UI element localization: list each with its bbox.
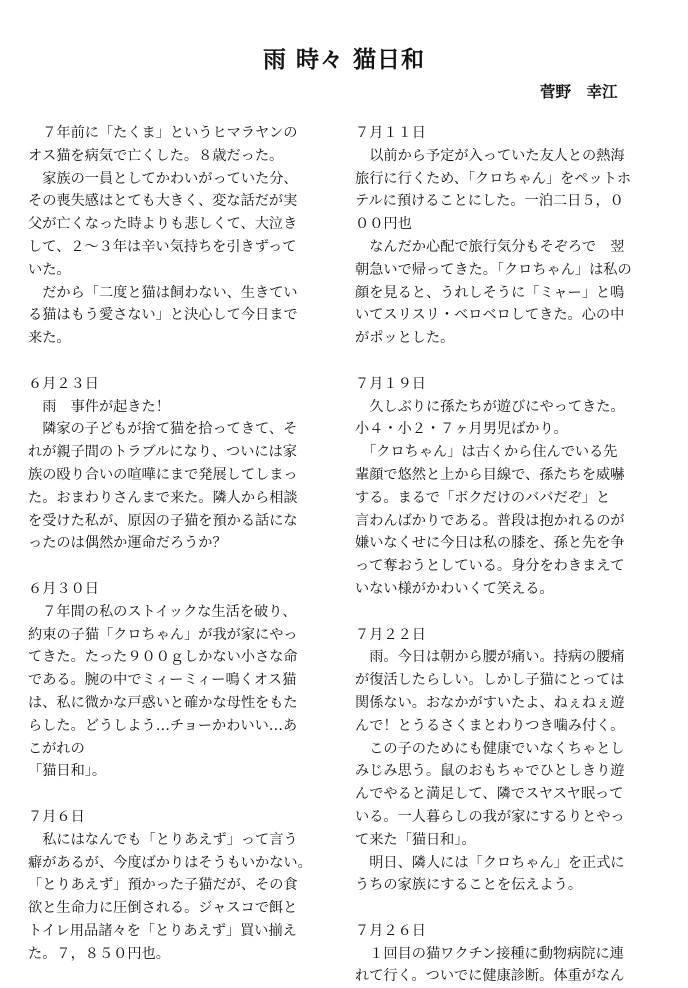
left-column-line: た。７，８５０円也。 bbox=[28, 945, 170, 962]
left-column bbox=[28, 122, 350, 965]
left-column-line bbox=[28, 350, 350, 373]
left-column-line: 家族の一員としてかわいがっていた分、 bbox=[28, 170, 298, 187]
left-column-line: る猫はもう愛さない」と決心して今日まで bbox=[28, 307, 298, 324]
left-column-line: オス猫を病気で亡くした。８歳だった。 bbox=[28, 147, 284, 164]
left-column-line: れが親子間のトラブルになり、ついには家 bbox=[28, 444, 297, 461]
right-column-line: ７月１１日 bbox=[355, 125, 426, 141]
left-column-line: その喪失感はとても大きく、変な話だが実 bbox=[28, 193, 298, 210]
right-column-line bbox=[355, 897, 677, 920]
right-column-line: テルに預けることにした。一泊二日５，０ bbox=[355, 193, 624, 210]
right-column-line: 朝急いで帰ってきた。「クロちゃん」は私の bbox=[355, 261, 632, 278]
right-column-line: がポッとした。 bbox=[355, 330, 455, 347]
right-column-line: ７月１９日 bbox=[355, 375, 426, 392]
left-column-line: ったのは偶然か運命だろうか？ bbox=[28, 535, 227, 552]
right-column-line: この子のためにも健康でいなくちゃとし bbox=[355, 740, 625, 757]
left-column-line: 隣家の子どもが捨て猫を拾ってきて、そ bbox=[28, 421, 298, 438]
right-column-line: んでやると満足して、隣でスヤスヤ眠って bbox=[355, 786, 624, 803]
right-column-line: 久しぶりに孫たちが遊びにやってきた。 bbox=[355, 398, 625, 415]
right-column-line: て来た「猫日和」。 bbox=[355, 831, 476, 848]
left-column-line: らした。どうしよう…チョーかわいい…あ bbox=[28, 717, 298, 734]
left-column-line: は、私に微かな戸惑いと確かな母性をもた bbox=[28, 694, 298, 711]
right-column-line: 言わんばかりである。普段は抱かれるのが bbox=[355, 512, 625, 529]
left-column-line: てきた。たった９００ｇしかない小さな命 bbox=[28, 649, 298, 666]
left-column-line: である。腕の中でミィーミィー鳴くオス猫 bbox=[28, 672, 297, 689]
right-column-line: 顔を見ると、うれしそうに「ミャー」と鳴 bbox=[355, 284, 625, 301]
right-column-line: れて行く。ついでに健康診断。体重がなん bbox=[355, 968, 625, 985]
right-column-line: する。まるで「ボクだけのババだぞ」と bbox=[355, 489, 611, 506]
right-column-line: いてスリスリ・ベロベロしてきた。心の中 bbox=[355, 307, 625, 324]
left-column-line: こがれの bbox=[28, 740, 85, 757]
left-column-line: いた。 bbox=[28, 261, 71, 278]
right-column-line: んで！とうるさくまとわりつき噛み付く。 bbox=[355, 717, 625, 734]
left-column-line: 私にはなんでも「とりあえず」って言う bbox=[28, 831, 298, 848]
right-column-line: うちの家族にすることを伝えよう。 bbox=[355, 877, 583, 894]
right-column-line: 輩顔で悠然と上から目線で、孫たちを威嚇 bbox=[355, 466, 625, 483]
right-column-line: 関係ない。おなかがすいたよ、ねぇねぇ遊 bbox=[355, 694, 625, 711]
right-column-line: 旅行に行くため、「クロちゃん」をペットホ bbox=[355, 170, 632, 187]
right-column-line: ７月２２日 bbox=[355, 626, 426, 643]
right-column-line: ７月２６日 bbox=[355, 922, 426, 939]
left-column-line: 「猫日和」。 bbox=[28, 763, 107, 780]
left-column-line: ６月２３日 bbox=[28, 375, 99, 392]
left-column-line: ７月６日 bbox=[28, 808, 85, 825]
right-column-line: なんだか心配で旅行気分もそぞろで 翌 bbox=[355, 238, 625, 255]
right-column-line: 「クロちゃん」は古くから住んでいる先 bbox=[355, 444, 618, 461]
right-column-line: ００円也 bbox=[355, 216, 412, 233]
left-column-line: 約束の子猫「クロちゃん」が我が家にやっ bbox=[28, 626, 298, 643]
page-title: 雨 時々 猫日和 bbox=[262, 47, 425, 73]
left-column-line: ６月３０日 bbox=[28, 580, 99, 597]
left-column-line: 欲と生命力に圧倒される。ジャスコで餌と bbox=[28, 900, 298, 917]
left-column-line: 雨 事件が起きた！ bbox=[28, 398, 170, 415]
left-column-line: を受けた私が、原因の子猫を預かる話にな bbox=[28, 512, 298, 529]
left-column-line: トイレ用品諸々を「とりあえず」買い揃え bbox=[28, 922, 297, 939]
left-column-line bbox=[28, 555, 350, 578]
right-column-line: みじみ思う。鼠のおもちゃでひとしきり遊 bbox=[355, 763, 625, 780]
left-column-line bbox=[28, 783, 350, 806]
right-column-line: 小４・小２・７ヶ月男児ばかり。 bbox=[355, 421, 568, 438]
left-column-line: 族の殴り合いの喧嘩にまで発展してしまっ bbox=[28, 466, 298, 483]
left-column-line: 癖があるが、今度ばかりはそうもいかない。 bbox=[28, 854, 312, 871]
right-column bbox=[355, 122, 677, 988]
left-column-line: 「とりあえず」預かった子猫だが、その食 bbox=[28, 877, 298, 894]
right-column-line bbox=[355, 350, 677, 373]
right-column-line: 以前から予定が入っていた友人との熱海 bbox=[355, 147, 625, 164]
author-name: 菅野 幸江 bbox=[540, 83, 618, 101]
right-column-line: いる。一人暮らしの我が家にするりとやっ bbox=[355, 808, 625, 825]
left-column-line: ７年間の私のストイックな生活を破り、 bbox=[28, 603, 297, 620]
right-column-line bbox=[355, 601, 677, 624]
right-column-line: 嫌いなくせに今日は私の膝を、孫と先を争 bbox=[355, 535, 625, 552]
right-column-line: 明日、隣人には「クロちゃん」を正式に bbox=[355, 854, 625, 871]
left-column-line: して、２～３年は辛い気持ちを引きずって bbox=[28, 238, 297, 255]
left-column-line: 父が亡くなった時よりも悲しくて、大泣き bbox=[28, 216, 298, 233]
left-column-line: た。おまわりさんまで来た。隣人から相談 bbox=[28, 489, 298, 506]
left-column-line: 来た。 bbox=[28, 330, 71, 347]
right-column-line: が復活したらしい。しかし子猫にとっては bbox=[355, 672, 625, 689]
right-column-line: って奪おうとしている。身分をわきまえて bbox=[355, 558, 625, 575]
right-column-line: 雨。今日は朝から腰が痛い。持病の腰痛 bbox=[355, 649, 625, 666]
right-column-line: １回目の猫ワクチン接種に動物病院に連 bbox=[355, 945, 624, 962]
left-column-line: だから「二度と猫は飼わない、生きてい bbox=[28, 284, 298, 301]
right-column-line: いない様がかわいくて笑える。 bbox=[355, 580, 554, 597]
left-column-line: ７年前に「たくま」というヒマラヤンの bbox=[28, 125, 298, 141]
